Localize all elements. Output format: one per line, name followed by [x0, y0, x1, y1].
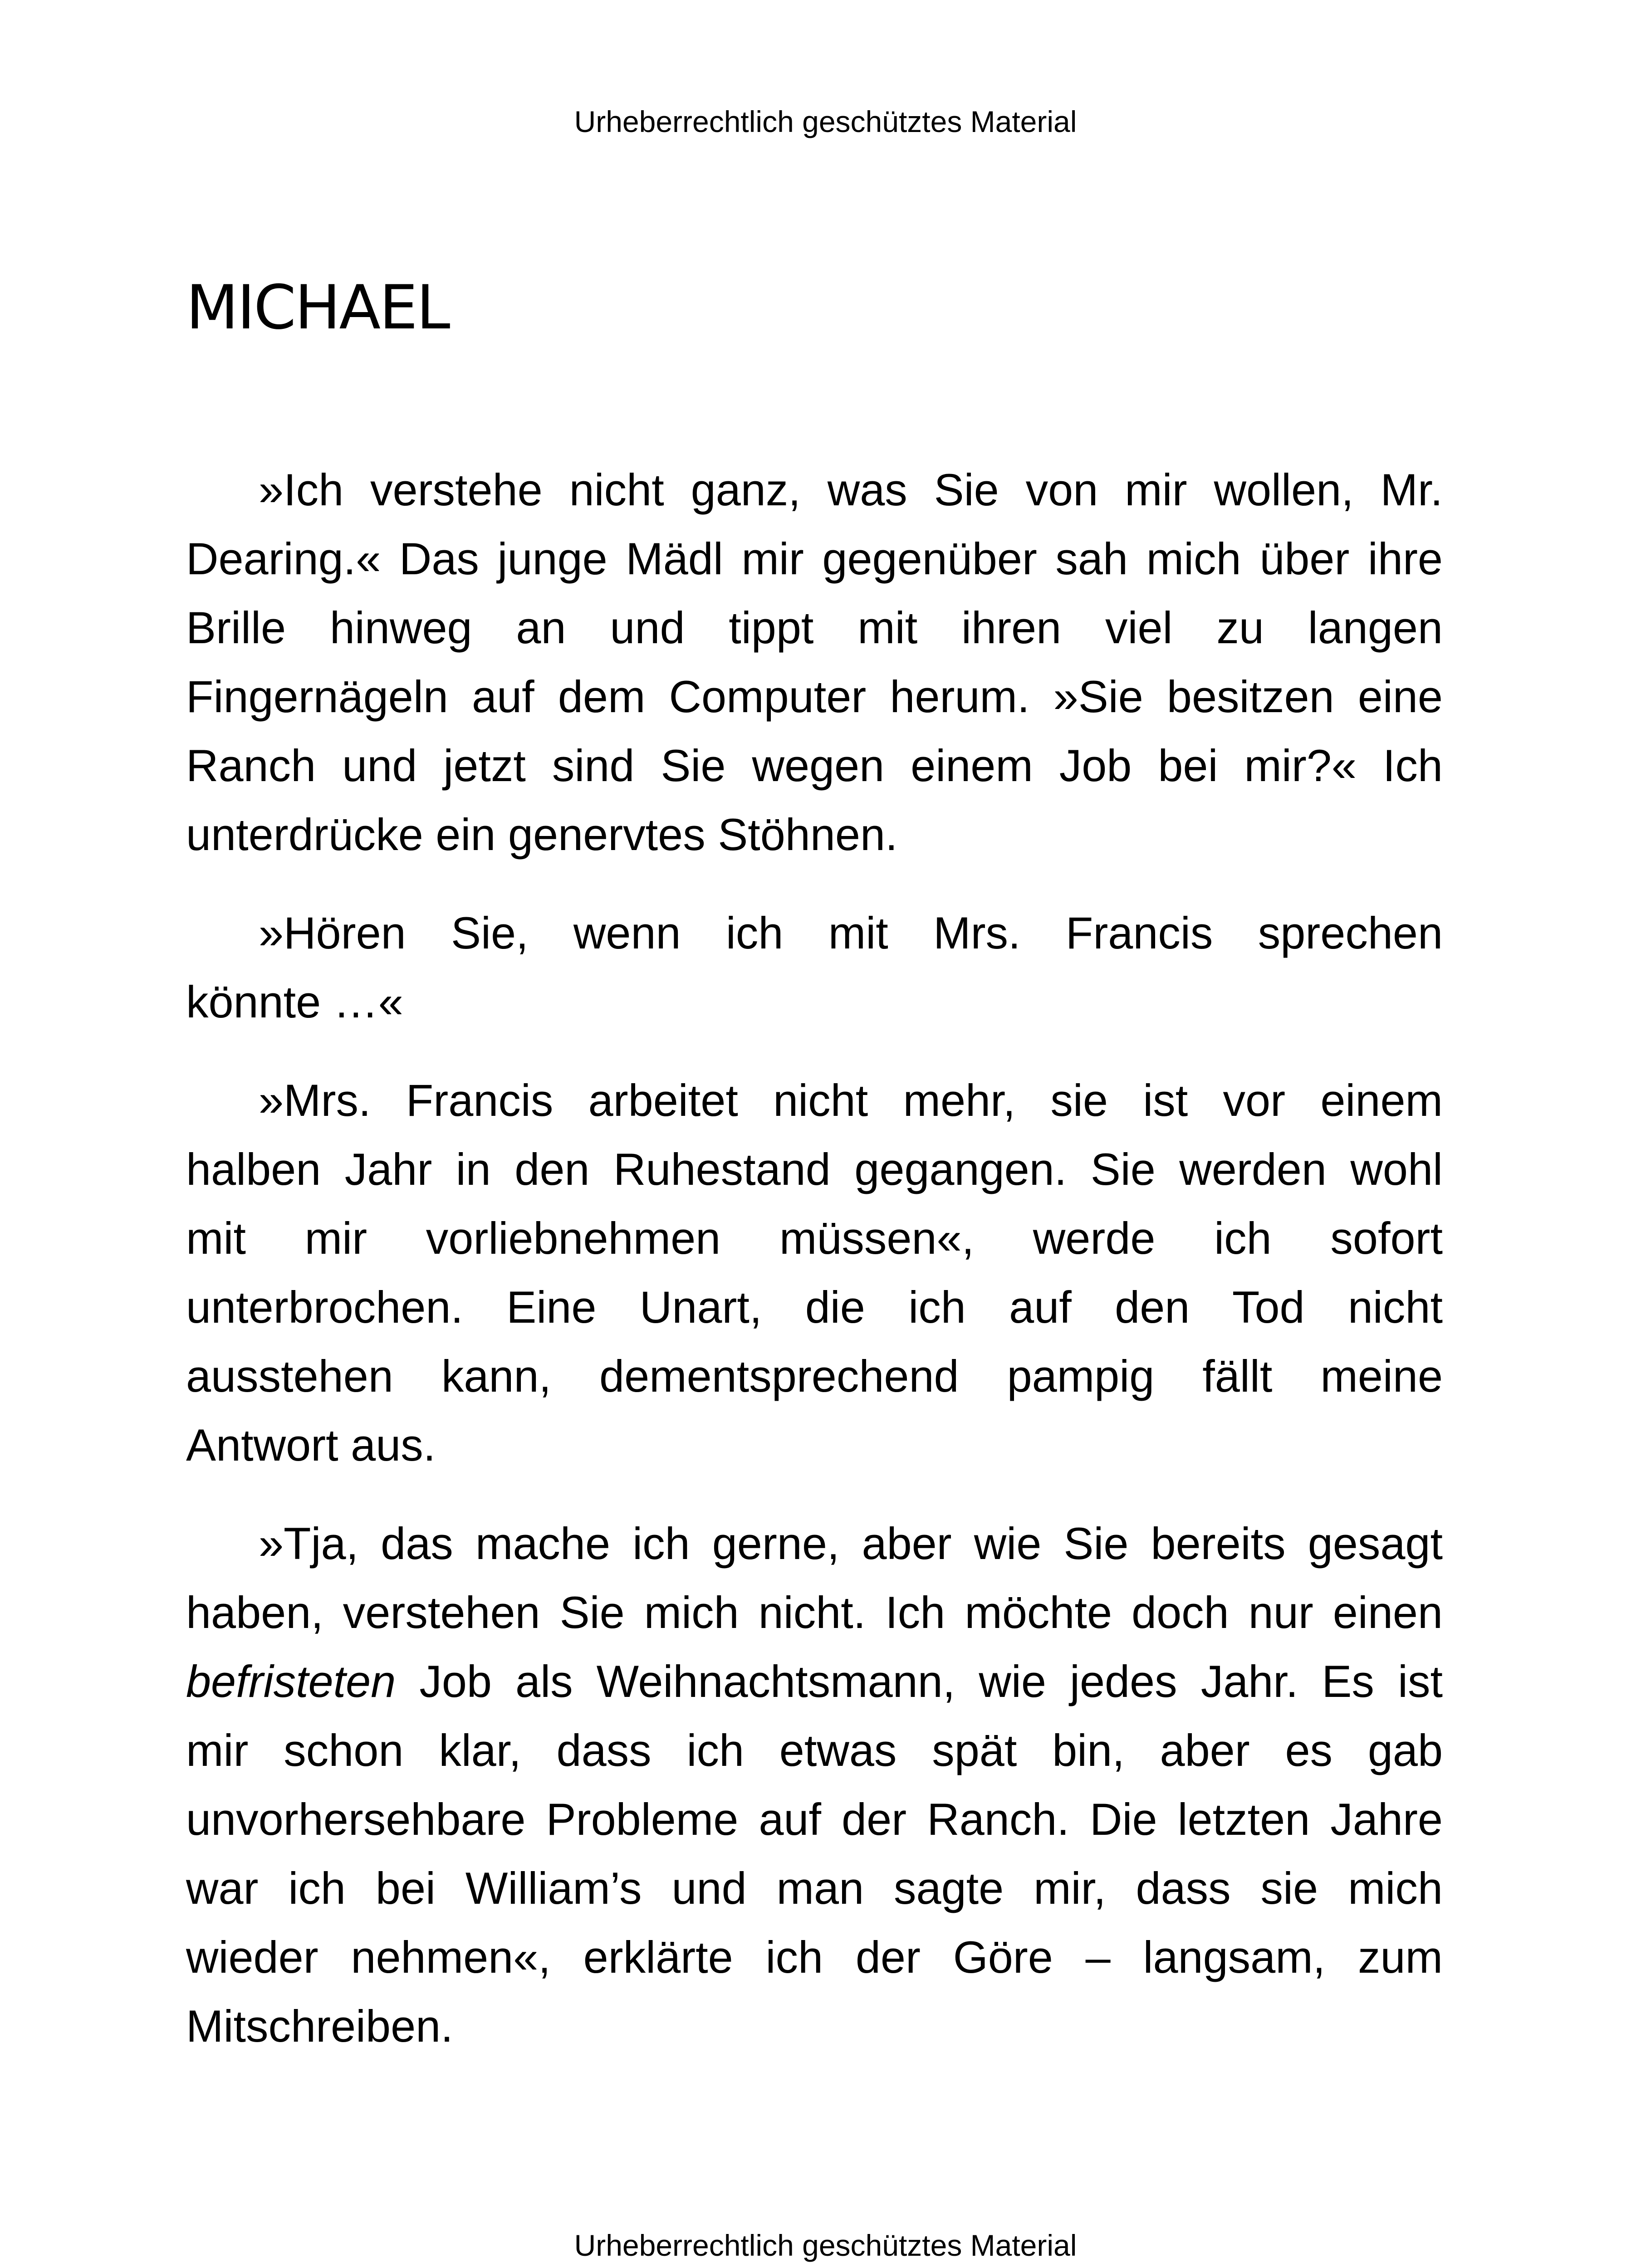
text-line	[186, 1647, 1443, 1716]
chapter-title: MICHAEL	[186, 272, 449, 343]
text-line: könnte …«	[186, 977, 403, 1027]
text-line: wieder nehmen«, erklärte ich der Göre – langsam, zum	[186, 1932, 1443, 1982]
text-line-rest: Job als Weihnachtsmann, wie jedes Jahr. Es ist	[396, 1656, 1443, 1706]
paragraph	[186, 1509, 1443, 2061]
text-line: mir schon klar, dass ich etwas spät bin, aber es gab	[186, 1725, 1443, 1775]
text-line: halben Jahr in den Ruhestand gegangen. Sie werden wohl	[186, 1144, 1443, 1194]
header-watermark: Urheberrechtlich geschütztes Material	[574, 105, 1077, 138]
text-line: ausstehen kann, dementsprechend pampig fällt meine	[186, 1351, 1443, 1401]
text-line: unterbrochen. Eine Unart, die ich auf den Tod nicht	[186, 1282, 1443, 1332]
text-line: »Tja, das mache ich gerne, aber wie Sie bereits gesagt	[259, 1518, 1443, 1569]
text-line: war ich bei William’s und man sagte mir, dass sie mich	[186, 1863, 1443, 1913]
body-text	[186, 455, 1443, 2061]
text-line: Mitschreiben.	[186, 2001, 453, 2051]
text-line: Brille hinweg an und tippt mit ihren viel zu langen	[186, 602, 1443, 653]
text-line: »Hören Sie, wenn ich mit Mrs. Francis sprechen	[259, 908, 1443, 958]
paragraph	[186, 1066, 1443, 1480]
text-line: unterdrücke ein genervtes Stöhnen.	[186, 809, 898, 860]
paragraph	[186, 455, 1443, 869]
text-line: »Mrs. Francis arbeitet nicht mehr, sie ist vor einem	[259, 1075, 1443, 1125]
text-line: mit mir vorliebnehmen müssen«, werde ich sofort	[186, 1213, 1443, 1263]
text-line: Fingernägeln auf dem Computer herum. »Sie besitzen eine	[186, 671, 1443, 722]
text-line: »Ich verstehe nicht ganz, was Sie von mir wollen, Mr.	[259, 464, 1443, 515]
italic-word: befristeten	[186, 1656, 396, 1706]
text-line: unvorhersehbare Probleme auf der Ranch. Die letzten Jahre	[186, 1794, 1443, 1844]
text-line: haben, verstehen Sie mich nicht. Ich möchte doch nur einen	[186, 1587, 1443, 1637]
paragraph	[186, 899, 1443, 1036]
text-line: Dearing.« Das junge Mädl mir gegenüber sah mich über ihre	[186, 533, 1443, 584]
text-line: Antwort aus.	[186, 1420, 436, 1470]
footer-watermark: Urheberrechtlich geschütztes Material	[574, 2229, 1077, 2262]
text-line: Ranch und jetzt sind Sie wegen einem Job bei mir?« Ich	[186, 740, 1443, 791]
